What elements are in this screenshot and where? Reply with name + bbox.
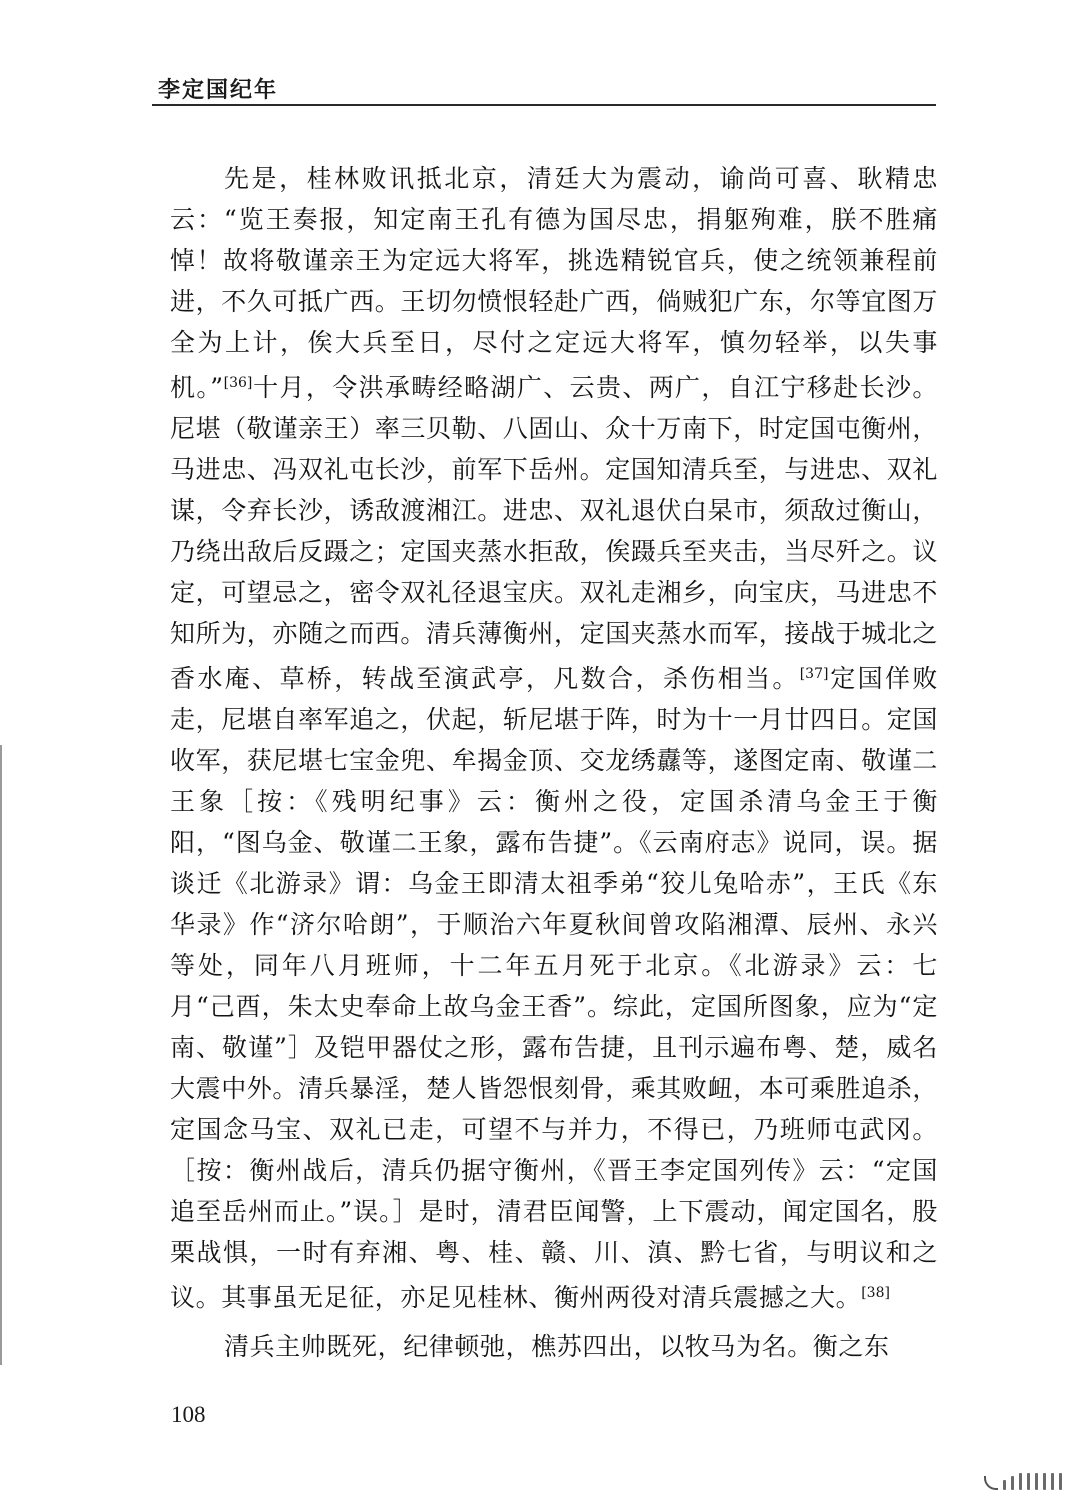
scroll-bar-mark xyxy=(1003,1480,1006,1490)
page-edge-shadow xyxy=(0,745,2,1365)
text-run: 先是，桂林败讯抵北京，清廷大为震动，谕尚可喜、耿精忠云：“览王奏报，知定南王孔有德为国尽忠，捐躯殉难，朕不胜痛悼！故将敬谨亲王为定远大将军，挑选精锐官兵，使之统领兼程前进，不久可抵广西。王切勿愤恨轻赴广西，倘贼犯广东，尔等宜图万全为上计，俟大兵至日，尽付之定远大将军，慎勿轻举，以失事机。” xyxy=(170,164,939,402)
scroll-indicator xyxy=(902,1472,1062,1490)
scroll-curve-icon xyxy=(984,1476,998,1490)
running-head: 李定国纪年 xyxy=(158,78,279,103)
header-rule xyxy=(152,104,936,106)
scroll-bar-mark xyxy=(1027,1473,1030,1490)
paragraph-2 xyxy=(170,1326,938,1367)
scroll-bar-mark xyxy=(1059,1473,1062,1490)
body-text xyxy=(170,158,938,1375)
footnote-ref-38: [38] xyxy=(861,1285,890,1301)
scroll-bar-mark xyxy=(1011,1476,1014,1490)
scroll-bar-mark xyxy=(1035,1473,1038,1490)
text-run: 清兵主帅既死，纪律顿弛，樵苏四出，以牧马为名。衡之东 xyxy=(224,1332,890,1361)
scroll-bar-mark xyxy=(1051,1473,1054,1490)
text-run: 定国佯败走，尼堪自率军追之，伏起，斩尼堪于阵，时为十一月廿四日。定国收军，获尼堪七宝金兜、牟揭金顶、交龙绣纛等，遂图定南、敬谨二王象［按：《残明纪事》云：衡州之役，定国杀清乌金王于衡阳，“图乌金、敬谨二王象，露布告捷”。《云南府志》说同，误。据谈迁《北游录》谓：乌金王即清太祖季弟“狡儿兔哈赤”，王氏《东华录》作“济尔哈朗”，于顺治六年夏秋间曾攻陷湘潭、辰州、永兴等处，同年八月班师，十二年五月死于北京。《北游录》云：七月“己酉，朱太史奉命上故乌金王香”。综此，定国所图象，应为“定南、敬谨”］及铠甲器仗之形，露布告捷，且刊示遍布粤、楚，威名大震中外。清兵暴淫，楚人皆怨恨刻骨，乘其败衄，本可乘胜追杀，定国念马宝、双礼已走，可望不与并力，不得已，乃班师屯武冈。［按：衡州战后，清兵仍据守衡州，《晋王李定国列传》云：“定国追至岳州而止。”误。］是时，清君臣闻警，上下震动，闻定国名，股栗战惧，一时有弃湘、粤、桂、赣、川、滇、黔七省，与明议和之议。其事虽无足征，亦足见桂林、衡州两役对清兵震撼之大。 xyxy=(170,664,939,1312)
footnote-ref-37: [37] xyxy=(799,666,829,682)
footnote-ref-36: [36] xyxy=(223,375,253,391)
paragraph-1 xyxy=(170,158,938,1318)
scroll-bar-mark xyxy=(1043,1473,1046,1490)
text-run: 十月，令洪承畴经略湖广、云贵、两广，自江宁移赴长沙。尼堪（敬谨亲王）率三贝勒、八固山、众十万南下，时定国屯衡州，马进忠、冯双礼屯长沙，前军下岳州。定国知清兵至，与进忠、双礼谋，令弃长沙，诱敌渡湘江。进忠、双礼退伏白杲市，须敌过衡山，乃绕出敌后反蹑之；定国夹蒸水拒敌，俟蹑兵至夹击，当尽歼之。议定，可望忌之，密令双礼径退宝庆。双礼走湘乡，向宝庆，马进忠不知所为，亦随之而西。清兵薄衡州，定国夹蒸水而军，接战于城北之香水庵、草桥，转战至演武亭，凡数合，杀伤相当。 xyxy=(170,373,939,693)
page-number: 108 xyxy=(171,1402,206,1427)
scroll-bar-mark xyxy=(1019,1473,1022,1490)
